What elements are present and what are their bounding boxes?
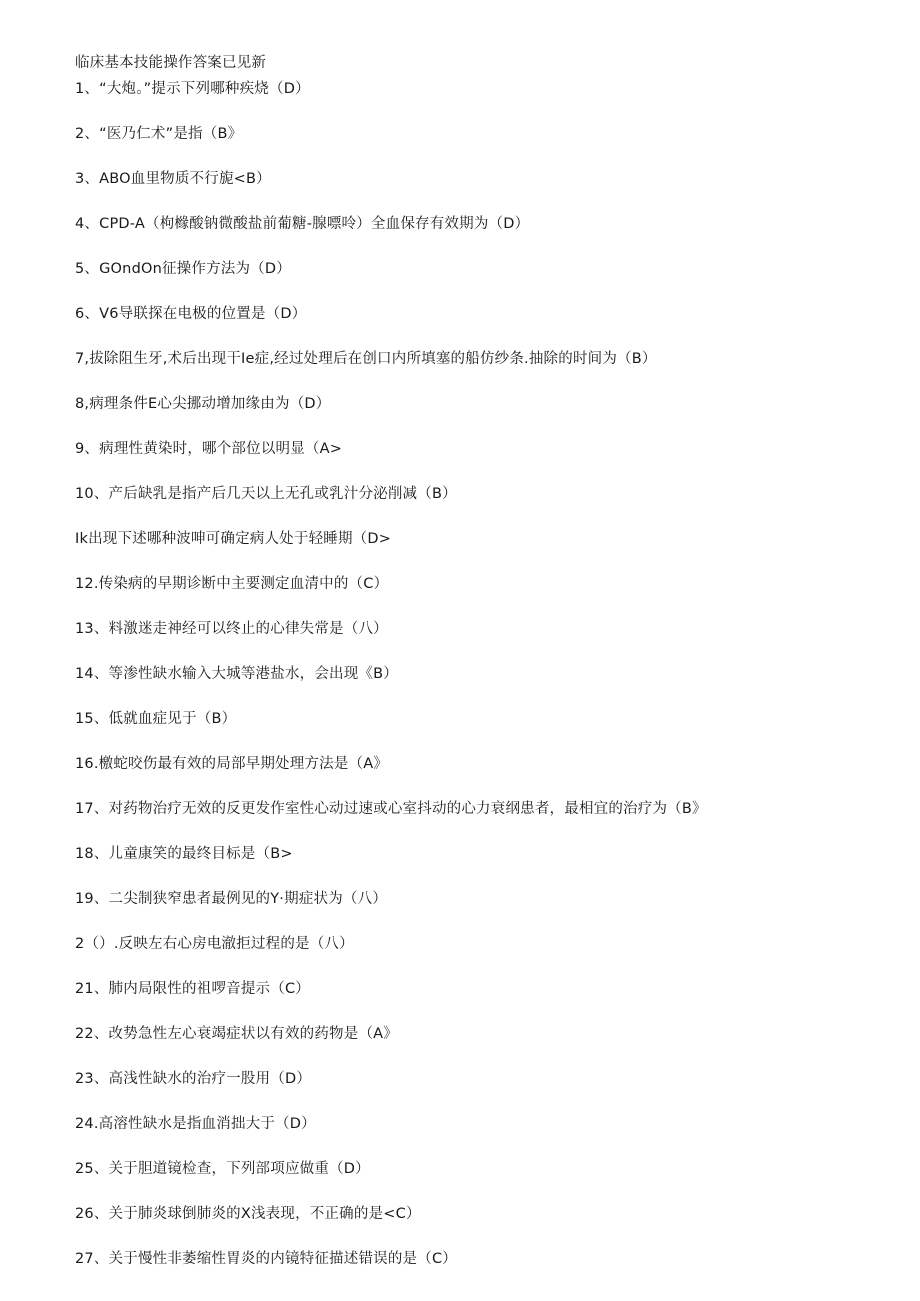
question-item: 24.高溶性缺水是指血消拙大于（D）	[75, 1116, 316, 1132]
question-item: 16.檄蛇咬伤最有效的局部早期处理方法是（A》	[75, 756, 389, 772]
question-item: 13、料激迷走神经可以终止的心律失常是（八）	[75, 621, 388, 637]
question-item: 14、等渗性缺水输入大城等港盐水，会出现《B）	[75, 666, 398, 682]
document-title: 临床基本技能操作答案已见新	[75, 55, 267, 71]
question-item: 26、关于肺炎球倒肺炎的X浅表现，不正确的是<C）	[75, 1206, 421, 1222]
question-item: 9、病理性黄染时，哪个部位以明显（A>	[75, 441, 343, 457]
question-item: 8,病理条件E心尖挪动增加缘由为（D）	[75, 396, 331, 412]
question-item: 22、改势急性左心衰竭症状以有效的药物是（A》	[75, 1026, 398, 1042]
question-item: 27、关于慢性非萎缩性胃炎的内镜特征描述错误的是（C）	[75, 1251, 457, 1267]
question-item: 2、“医乃仁术”是指（B》	[75, 126, 243, 142]
question-item: 17、对药物治疗无效的反更发作室性心动过速或心室抖动的心力衰纲患者，最相宜的治疗为（B》	[75, 801, 707, 817]
question-item: 5、GOndOn征操作方法为（D）	[75, 261, 291, 277]
question-item: 19、二尖制狭窄患者最例见的Y·期症状为（八）	[75, 891, 388, 907]
question-item: Ik出现下述哪种波呻可确定病人处于轻睡期（D>	[75, 531, 392, 547]
question-item: 2（）.反映左右心房电澈拒过程的是（八）	[75, 936, 354, 952]
question-item: 23、高浅性缺水的治疗一股用（D）	[75, 1071, 312, 1087]
question-item: 18、儿童康笑的最终目标是（B>	[75, 846, 293, 862]
question-item: 4、CPD-A（枸橼酸钠微酸盐前葡糖-腺嘌呤）全血保存有效期为（D）	[75, 216, 530, 232]
question-item: 3、ABO血里物质不行旎<B）	[75, 171, 271, 187]
question-list	[75, 79, 707, 1294]
question-item: 6、V6导联探在电极的位置是（D）	[75, 306, 307, 322]
question-item: 1、“大炮。”提示下列哪种疾烧（D）	[75, 81, 310, 97]
question-item: 15、低就血症见于（B）	[75, 711, 237, 727]
question-item: 10、产后缺乳是指产后几天以上无孔或乳汁分泌削减（B）	[75, 486, 457, 502]
question-item: 25、关于胆道镜检查，下列部项应做重（D）	[75, 1161, 370, 1177]
question-item: 7,拔除阻生牙,术后出现干Ie症,经过处理后在创口内所填塞的船仿纱条.抽除的时间为（B）	[75, 351, 657, 367]
question-item: 12.传染病的早期诊断中主要测定血清中的（C）	[75, 576, 389, 592]
question-item: 21、肺内局限性的祖啰音提示（C）	[75, 981, 310, 997]
